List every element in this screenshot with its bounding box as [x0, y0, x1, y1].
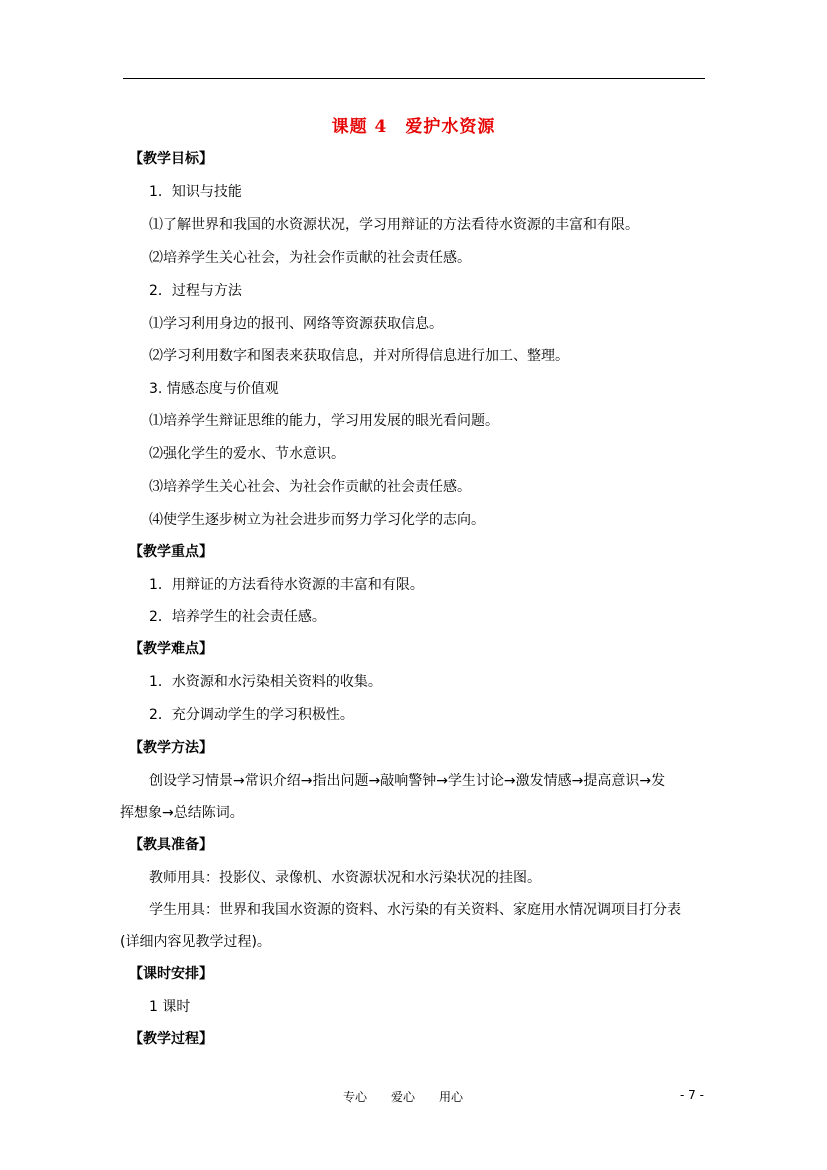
- difficulty-item: 1．水资源和水污染相关资料的收集。: [149, 674, 382, 690]
- section-heading-tools: 【教具准备】: [129, 837, 213, 853]
- objective-item: 1．知识与技能: [149, 184, 242, 200]
- method-text: 挥想象→总结陈词。: [120, 805, 244, 821]
- key-point-item: 2．培养学生的社会责任感。: [149, 609, 326, 625]
- section-heading-key-points: 【教学重点】: [129, 544, 213, 560]
- tools-teacher: 教师用具：投影仪、录像机、水资源状况和水污染状况的挂图。: [149, 870, 541, 886]
- objective-item: ⑵培养学生关心社会，为社会作贡献的社会责任感。: [149, 250, 471, 266]
- method-text: 创设学习情景→常识介绍→指出问题→敲响警钟→学生讨论→激发情感→提高意识→发: [149, 773, 666, 789]
- tools-student: (详细内容见教学过程)。: [120, 934, 271, 950]
- page-number: - 7 -: [680, 1088, 704, 1102]
- difficulty-item: 2．充分调动学生的学习积极性。: [149, 707, 354, 723]
- objective-item: ⑴学习利用身边的报刊、网络等资源获取信息。: [149, 316, 443, 332]
- section-heading-schedule: 【课时安排】: [129, 966, 213, 982]
- objective-item: ⑵强化学生的爱水、节水意识。: [149, 446, 345, 462]
- page-title: 课题 4 爱护水资源: [331, 117, 496, 137]
- header-rule: [123, 78, 705, 79]
- schedule-value: 1 课时: [149, 999, 191, 1015]
- objective-item: ⑴培养学生辩证思维的能力，学习用发展的眼光看问题。: [149, 413, 499, 429]
- section-heading-methods: 【教学方法】: [129, 740, 213, 756]
- section-heading-difficulties: 【教学难点】: [129, 641, 213, 657]
- tools-student: 学生用具：世界和我国水资源的资料、水污染的有关资料、家庭用水情况调项目打分表: [149, 902, 681, 918]
- objective-item: 2．过程与方法: [149, 283, 242, 299]
- objective-item: ⑶培养学生关心社会、为社会作贡献的社会责任感。: [149, 479, 471, 495]
- section-heading-objectives: 【教学目标】: [129, 151, 213, 167]
- section-heading-process: 【教学过程】: [129, 1031, 213, 1047]
- objective-item: 3. 情感态度与价值观: [149, 381, 279, 397]
- key-point-item: 1．用辩证的方法看待水资源的丰富和有限。: [149, 577, 424, 593]
- objective-item: ⑴了解世界和我国的水资源状况，学习用辩证的方法看待水资源的丰富和有限。: [149, 217, 639, 233]
- objective-item: ⑵学习利用数字和图表来获取信息，并对所得信息进行加工、整理。: [149, 348, 569, 364]
- footer-motto: 专心 爱心 用心: [343, 1090, 464, 1104]
- objective-item: ⑷使学生逐步树立为社会进步而努力学习化学的志向。: [149, 512, 485, 528]
